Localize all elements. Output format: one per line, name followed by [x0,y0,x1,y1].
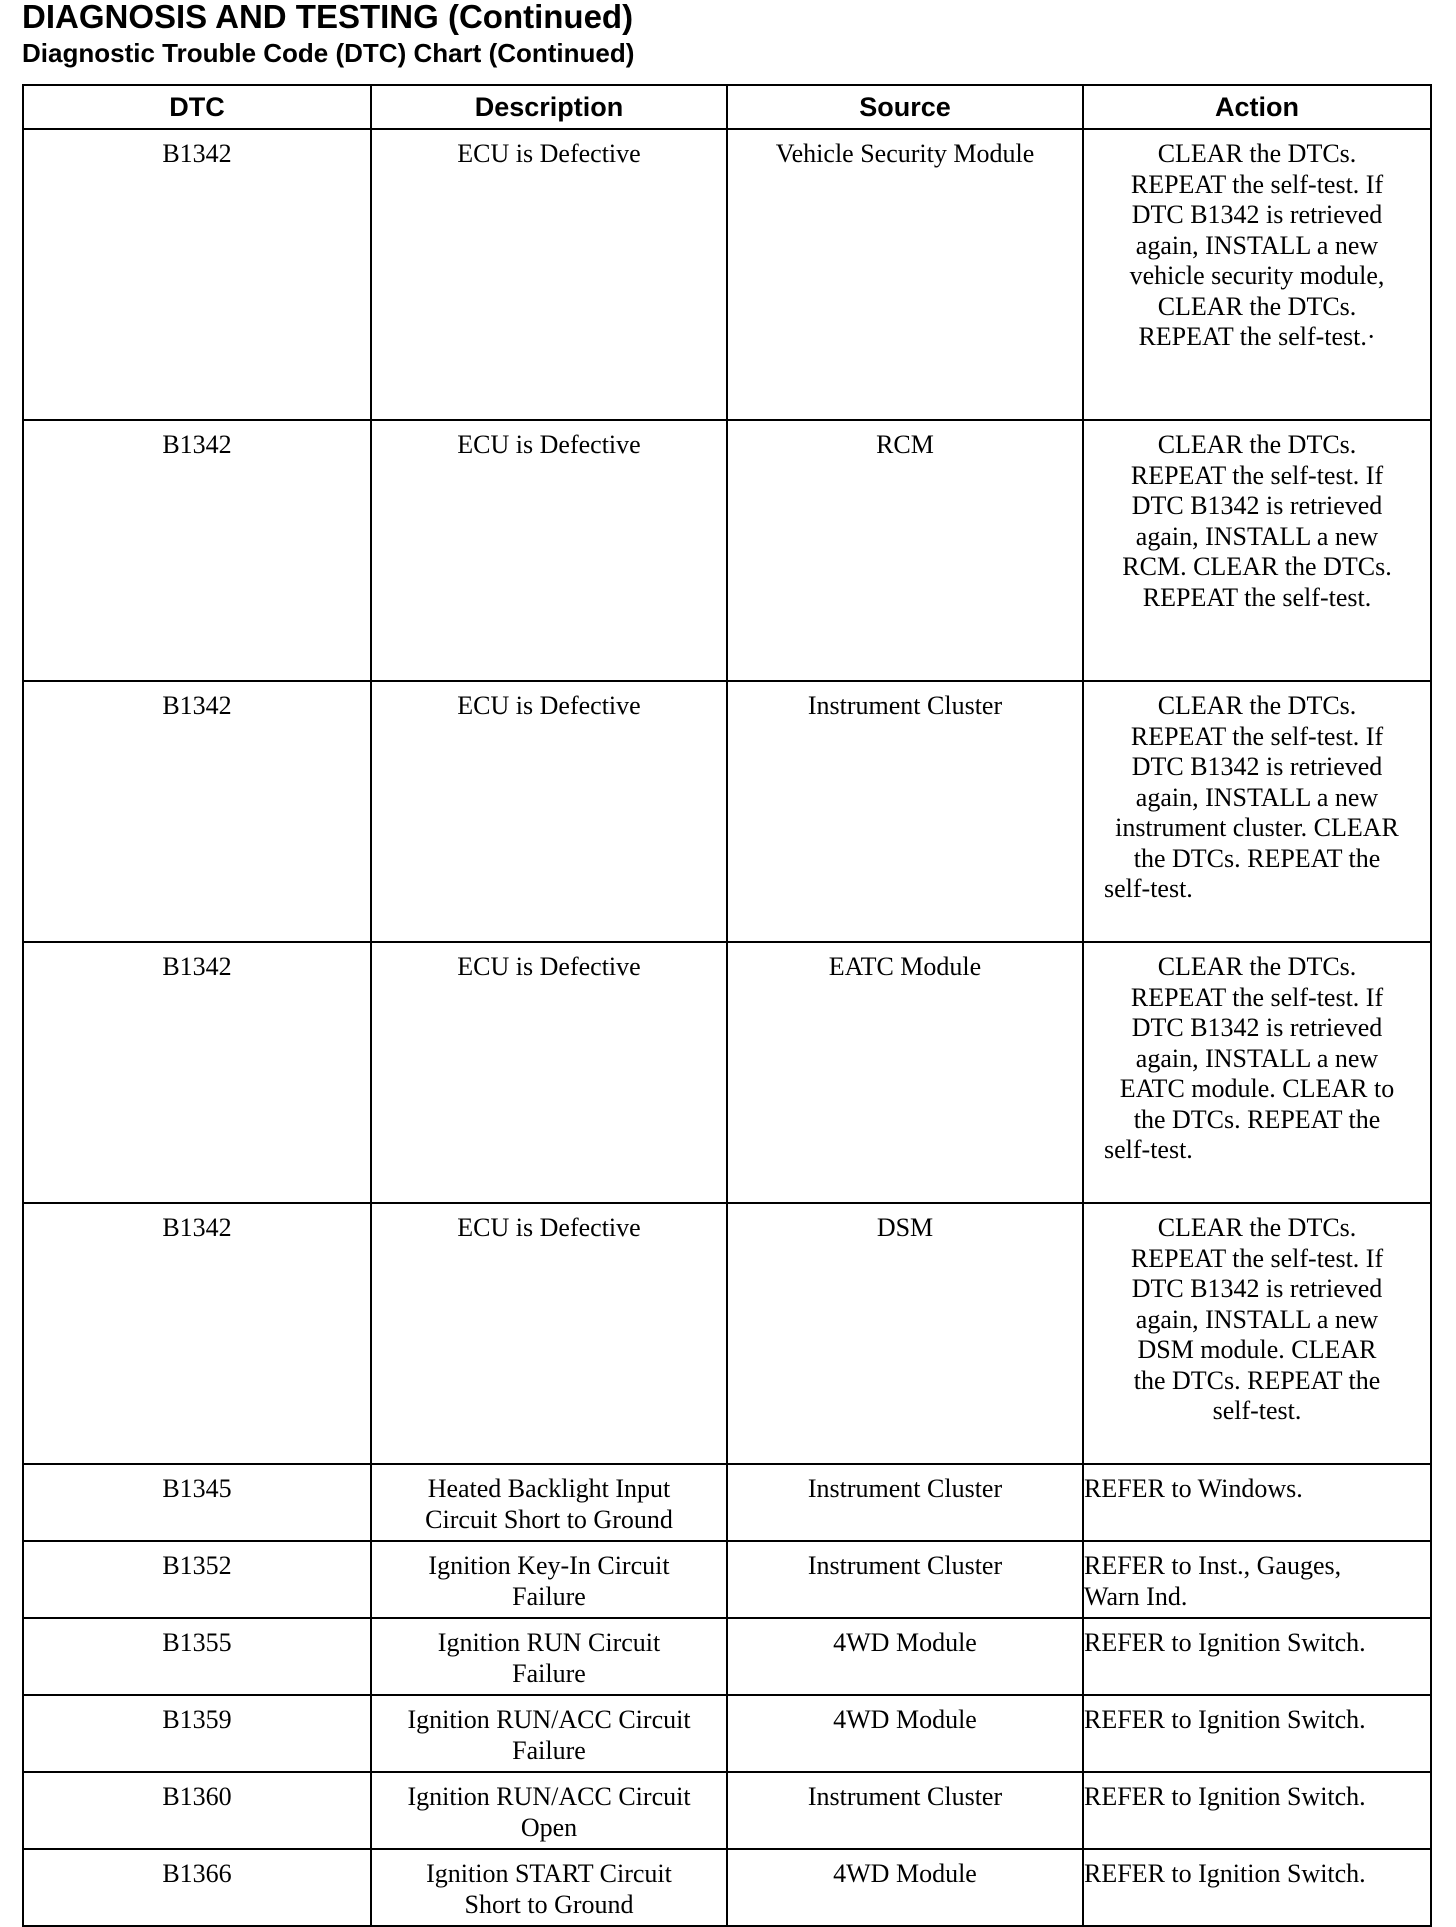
action-line: again, INSTALL a new [1135,1043,1379,1073]
dtc-cell: B1342 [23,1203,371,1464]
source-cell: 4WD Module [727,1849,1083,1926]
action-line: CLEAR the DTCs. [1157,291,1357,321]
source-cell: 4WD Module [727,1618,1083,1695]
action-line: instrument cluster. CLEAR [1115,813,1399,842]
description-line: ECU is Defective [457,952,641,981]
action-line: self-test. [1104,1135,1193,1164]
description-cell [371,942,727,1203]
table-row [23,129,1431,420]
action-line: REPEAT the self-test. If [1130,1243,1384,1273]
action-line: REPEAT the self-test. [1142,582,1372,612]
description-cell [371,1618,727,1695]
action-line: REPEAT the self-test. If [1130,982,1384,1012]
table-row [23,1772,1431,1849]
column-header-source: Source [727,85,1083,129]
column-header-action: Action [1083,85,1431,129]
action-cell [1083,129,1431,420]
source-cell: Instrument Cluster [727,1541,1083,1618]
action-line: again, INSTALL a new [1135,1304,1379,1334]
description-line: Short to Ground [464,1889,634,1919]
description-line: Ignition RUN/ACC Circuit [407,1705,691,1734]
action-line: self-test. [1212,1396,1302,1425]
action-line: REPEAT the self-test. If [1130,721,1384,751]
action-line: REFER to Ignition Switch. [1084,1705,1366,1734]
action-cell [1083,1849,1431,1926]
description-cell [371,1203,727,1464]
column-header-description: Description [371,85,727,129]
action-line: Warn Ind. [1084,1581,1188,1611]
table-row [23,420,1431,681]
dtc-cell: B1359 [23,1695,371,1772]
source-cell: Vehicle Security Module [727,129,1083,420]
action-line: DSM module. CLEAR [1137,1335,1377,1364]
action-cell [1083,942,1431,1203]
description-line: Circuit Short to Ground [425,1504,673,1534]
source-cell: 4WD Module [727,1695,1083,1772]
description-cell [371,1695,727,1772]
dtc-cell: B1342 [23,420,371,681]
action-cell [1083,1695,1431,1772]
dtc-cell: B1360 [23,1772,371,1849]
table-row [23,1618,1431,1695]
action-line: the DTCs. REPEAT the [1133,1104,1381,1134]
action-line: REPEAT the self-test.· [1138,322,1376,351]
action-line: again, INSTALL a new [1135,521,1379,551]
description-line: Ignition Key-In Circuit [428,1551,670,1580]
action-line: REFER to Ignition Switch. [1084,1628,1366,1657]
action-line: CLEAR the DTCs. [1157,139,1357,168]
action-line: CLEAR the DTCs. [1157,430,1357,459]
action-line: vehicle security module, [1129,261,1385,290]
description-cell [371,129,727,420]
action-cell [1083,1772,1431,1849]
action-cell [1083,1203,1431,1464]
action-line: REFER to Inst., Gauges, [1084,1551,1342,1580]
description-cell [371,1464,727,1541]
action-cell [1083,420,1431,681]
action-line: REPEAT the self-test. If [1130,460,1384,490]
page-title: DIAGNOSIS AND TESTING (Continued) [22,0,634,35]
description-cell [371,1849,727,1926]
action-line: REFER to Ignition Switch. [1084,1782,1366,1811]
description-line: Open [520,1812,578,1842]
description-cell [371,1541,727,1618]
action-line: the DTCs. REPEAT the [1133,843,1381,873]
action-line: CLEAR the DTCs. [1157,952,1357,981]
action-line: CLEAR the DTCs. [1157,1213,1357,1242]
dtc-cell: B1342 [23,129,371,420]
table-row [23,1464,1431,1541]
action-line: DTC B1342 is retrieved [1131,200,1383,229]
dtc-cell: B1342 [23,681,371,942]
action-line: EATC module. CLEAR to [1119,1074,1395,1103]
dtc-cell: B1345 [23,1464,371,1541]
dtc-cell: B1342 [23,942,371,1203]
action-line: DTC B1342 is retrieved [1131,1274,1383,1303]
action-line: again, INSTALL a new [1135,230,1379,260]
table-row [23,1695,1431,1772]
action-cell [1083,1541,1431,1618]
table-row [23,942,1431,1203]
table-row [23,1203,1431,1464]
source-cell: Instrument Cluster [727,681,1083,942]
dtc-cell: B1355 [23,1618,371,1695]
source-cell: RCM [727,420,1083,681]
description-line: ECU is Defective [457,691,641,720]
description-line: ECU is Defective [457,1213,641,1242]
action-line: DTC B1342 is retrieved [1131,752,1383,781]
source-cell: DSM [727,1203,1083,1464]
column-header-dtc: DTC [23,85,371,129]
description-line: Heated Backlight Input [427,1474,671,1503]
action-cell [1083,1464,1431,1541]
action-line: RCM. CLEAR the DTCs. [1122,552,1392,581]
action-line: DTC B1342 is retrieved [1131,1013,1383,1042]
action-line: self-test. [1104,874,1193,903]
description-line: Ignition START Circuit [426,1859,672,1888]
table-row [23,681,1431,942]
description-cell [371,1772,727,1849]
source-cell: Instrument Cluster [727,1464,1083,1541]
description-line: Failure [512,1658,586,1688]
description-line: ECU is Defective [457,430,641,459]
table-header-row [23,85,1431,129]
description-line: Ignition RUN/ACC Circuit [407,1782,691,1811]
description-line: ECU is Defective [457,139,641,168]
table-row [23,1541,1431,1618]
action-line: REPEAT the self-test. If [1130,169,1384,199]
description-cell [371,420,727,681]
action-line: the DTCs. REPEAT the [1133,1365,1381,1395]
dtc-cell: B1366 [23,1849,371,1926]
dtc-cell: B1352 [23,1541,371,1618]
action-cell [1083,681,1431,942]
action-line: CLEAR the DTCs. [1157,691,1357,720]
action-line: DTC B1342 is retrieved [1131,491,1383,520]
description-line: Ignition RUN Circuit [437,1628,661,1657]
action-line: REFER to Windows. [1084,1474,1303,1503]
action-line: again, INSTALL a new [1135,782,1379,812]
source-cell: Instrument Cluster [727,1772,1083,1849]
chart-subtitle: Diagnostic Trouble Code (DTC) Chart (Continued) [22,38,635,68]
action-line: REFER to Ignition Switch. [1084,1859,1366,1888]
action-cell [1083,1618,1431,1695]
source-cell: EATC Module [727,942,1083,1203]
description-line: Failure [512,1735,586,1765]
table-row [23,1849,1431,1926]
description-line: Failure [512,1581,586,1611]
description-cell [371,681,727,942]
dtc-table [22,84,1432,1927]
